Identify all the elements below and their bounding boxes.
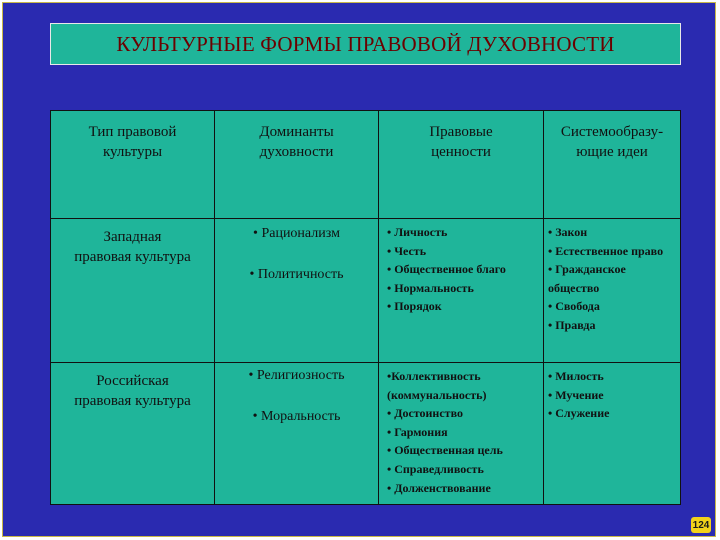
list-item: (коммунальность) <box>387 387 487 402</box>
list-item: • Гармония <box>387 424 448 439</box>
table-row <box>51 219 681 363</box>
header-ideas: Системообразу- ющие идеи <box>544 111 681 219</box>
table-row <box>51 363 681 505</box>
list-item: • Милость <box>548 369 604 383</box>
list-item: • Правда <box>548 317 596 332</box>
list-item: • Честь <box>387 243 427 258</box>
row-values-russian <box>379 363 544 505</box>
header-type: Тип правовой культуры <box>51 111 215 219</box>
list-item: • Свобода <box>548 299 600 314</box>
row-type-western: Западная правовая культура <box>51 219 215 363</box>
list-item: • Долженствование <box>387 480 491 495</box>
dominant-item: • Рационализм <box>253 226 340 241</box>
dominant-item: • Моральность <box>252 409 341 424</box>
dominant-item: • Религиозность <box>248 368 345 383</box>
row-ideas-western <box>544 219 681 363</box>
list-item: • Служение <box>548 406 610 421</box>
slide-title: КУЛЬТУРНЫЕ ФОРМЫ ПРАВОВОЙ ДУХОВНОСТИ <box>116 31 615 56</box>
title-box <box>50 23 681 65</box>
dominant-item: • Политичность <box>249 267 344 282</box>
list-item: • Справедливость <box>387 461 484 476</box>
list-item: • Мучение <box>548 387 604 402</box>
row-dominants-russian <box>215 363 379 505</box>
list-item: • Порядок <box>387 299 442 314</box>
list-item: • Закон <box>548 225 588 239</box>
slide <box>2 2 716 537</box>
row-values-western <box>379 219 544 363</box>
list-item: • Общественная цель <box>387 443 503 458</box>
header-values: Правовые ценности <box>379 111 544 219</box>
header-dominants: Доминанты духовности <box>215 111 379 219</box>
list-item: •Коллективность <box>387 369 481 383</box>
list-item: • Гражданское <box>548 262 626 277</box>
list-item: общество <box>548 280 600 295</box>
list-item: • Естественное право <box>548 243 664 258</box>
list-item: • Достоинство <box>387 406 463 421</box>
row-ideas-russian <box>544 363 681 505</box>
legal-culture-table <box>50 110 681 505</box>
header-row <box>51 111 681 219</box>
list-item: • Общественное благо <box>387 262 506 277</box>
row-dominants-western <box>215 219 379 363</box>
list-item: • Личность <box>387 225 448 239</box>
row-type-russian: Российская правовая культура <box>51 363 215 505</box>
page-number-badge: 124 <box>691 517 711 533</box>
list-item: • Нормальность <box>387 280 474 295</box>
